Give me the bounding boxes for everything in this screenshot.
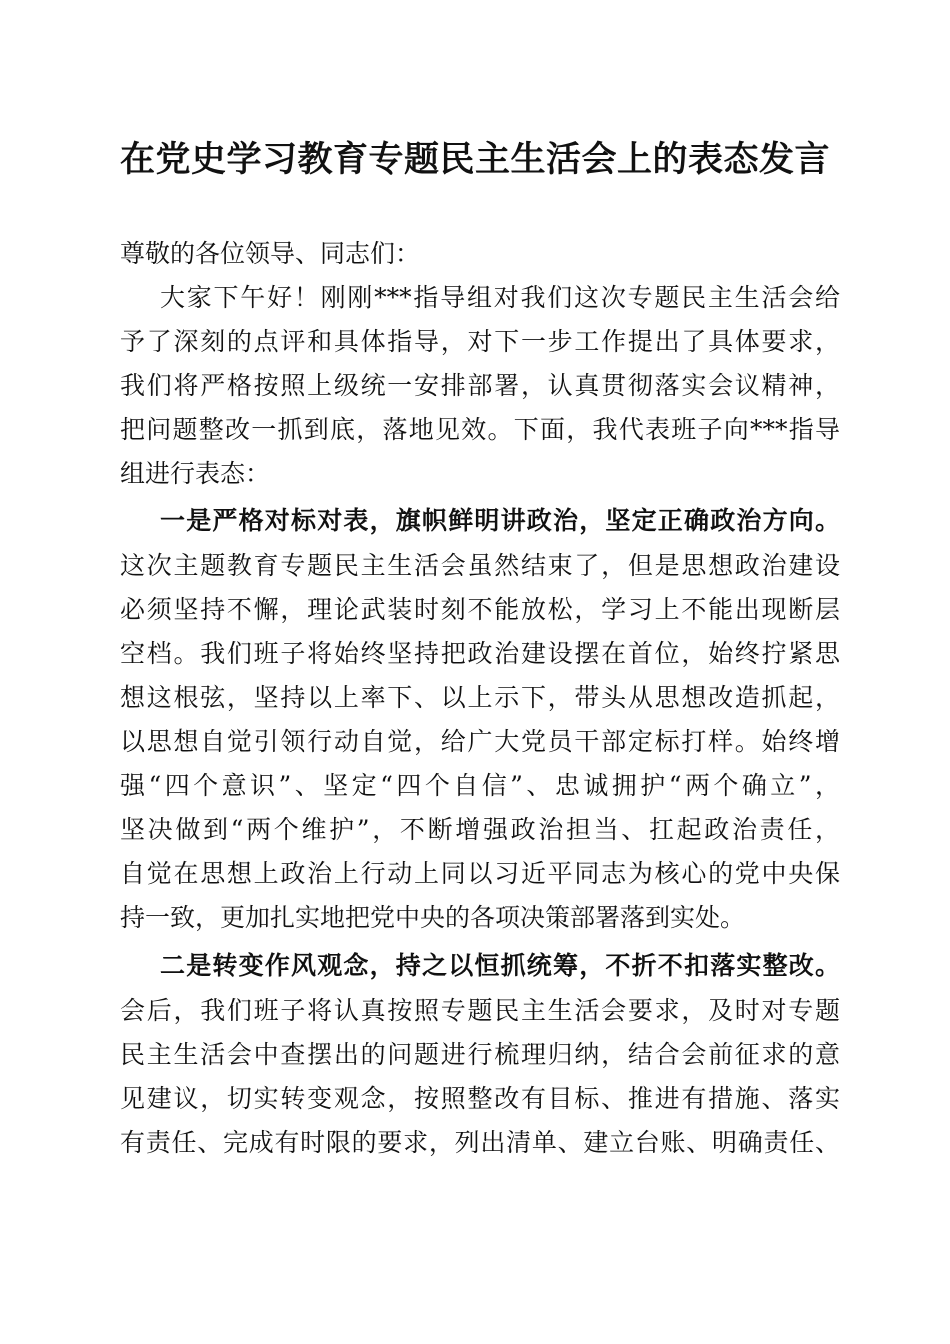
paragraph2-line: 坚决做到“两个维护”，不断增强政治担当、扛起政治责任，	[120, 815, 840, 844]
paragraph3-line: 见建议，切实转变观念，按照整改有目标、推进有措施、落实	[120, 1084, 840, 1113]
paragraph2-line: 自觉在思想上政治上行动上同以习近平同志为核心的党中央保	[120, 859, 840, 888]
paragraph3-line: 有责任、完成有时限的要求，列出清单、建立台账、明确责任、	[120, 1128, 840, 1157]
paragraph2-line: 空档。我们班子将始终坚持把政治建设摆在首位，始终拧紧思	[120, 639, 840, 668]
paragraph2-line: 持一致，更加扎实地把党中央的各项决策部署落到实处。	[120, 903, 746, 932]
paragraph2-line: 这次主题教育专题民主生活会虽然结束了，但是思想政治建设	[120, 551, 840, 580]
paragraph1-line: 予了深刻的点评和具体指导，对下一步工作提出了具体要求，	[120, 327, 840, 356]
paragraph3-line: 民主生活会中查摆出的问题进行梳理归纳，结合会前征求的意	[120, 1040, 840, 1069]
paragraph3-heading: 二是转变作风观念，持之以恒抓统筹，不折不扣落实整改。	[160, 951, 840, 980]
paragraph1-line: 我们将严格按照上级统一安排部署，认真贯彻落实会议精神，	[120, 371, 840, 400]
paragraph3-line: 会后，我们班子将认真按照专题民主生活会要求，及时对专题	[120, 996, 840, 1025]
paragraph2-heading: 一是严格对标对表，旗帜鲜明讲政治，坚定正确政治方向。	[160, 506, 840, 535]
paragraph2-line: 强“四个意识”、坚定“四个自信”、忠诚拥护“两个确立”，	[120, 771, 840, 800]
paragraph1-line: 大家下午好！刚刚***指导组对我们这次专题民主生活会给	[160, 283, 840, 312]
paragraph1-line: 把问题整改一抓到底，落地见效。下面，我代表班子向***指导	[120, 415, 840, 444]
paragraph2-line: 以思想自觉引领行动自觉，给广大党员干部定标打样。始终增	[120, 727, 840, 756]
paragraph2-line: 想这根弦，坚持以上率下、以上示下，带头从思想改造抓起，	[120, 683, 840, 712]
paragraph1-line: 组进行表态：	[120, 459, 271, 488]
document-title: 在党史学习教育专题民主生活会上的表态发言	[119, 139, 830, 180]
paragraph2-line: 必须坚持不懈，理论武装时刻不能放松，学习上不能出现断层	[120, 595, 840, 624]
salutation: 尊敬的各位领导、同志们：	[120, 239, 421, 268]
